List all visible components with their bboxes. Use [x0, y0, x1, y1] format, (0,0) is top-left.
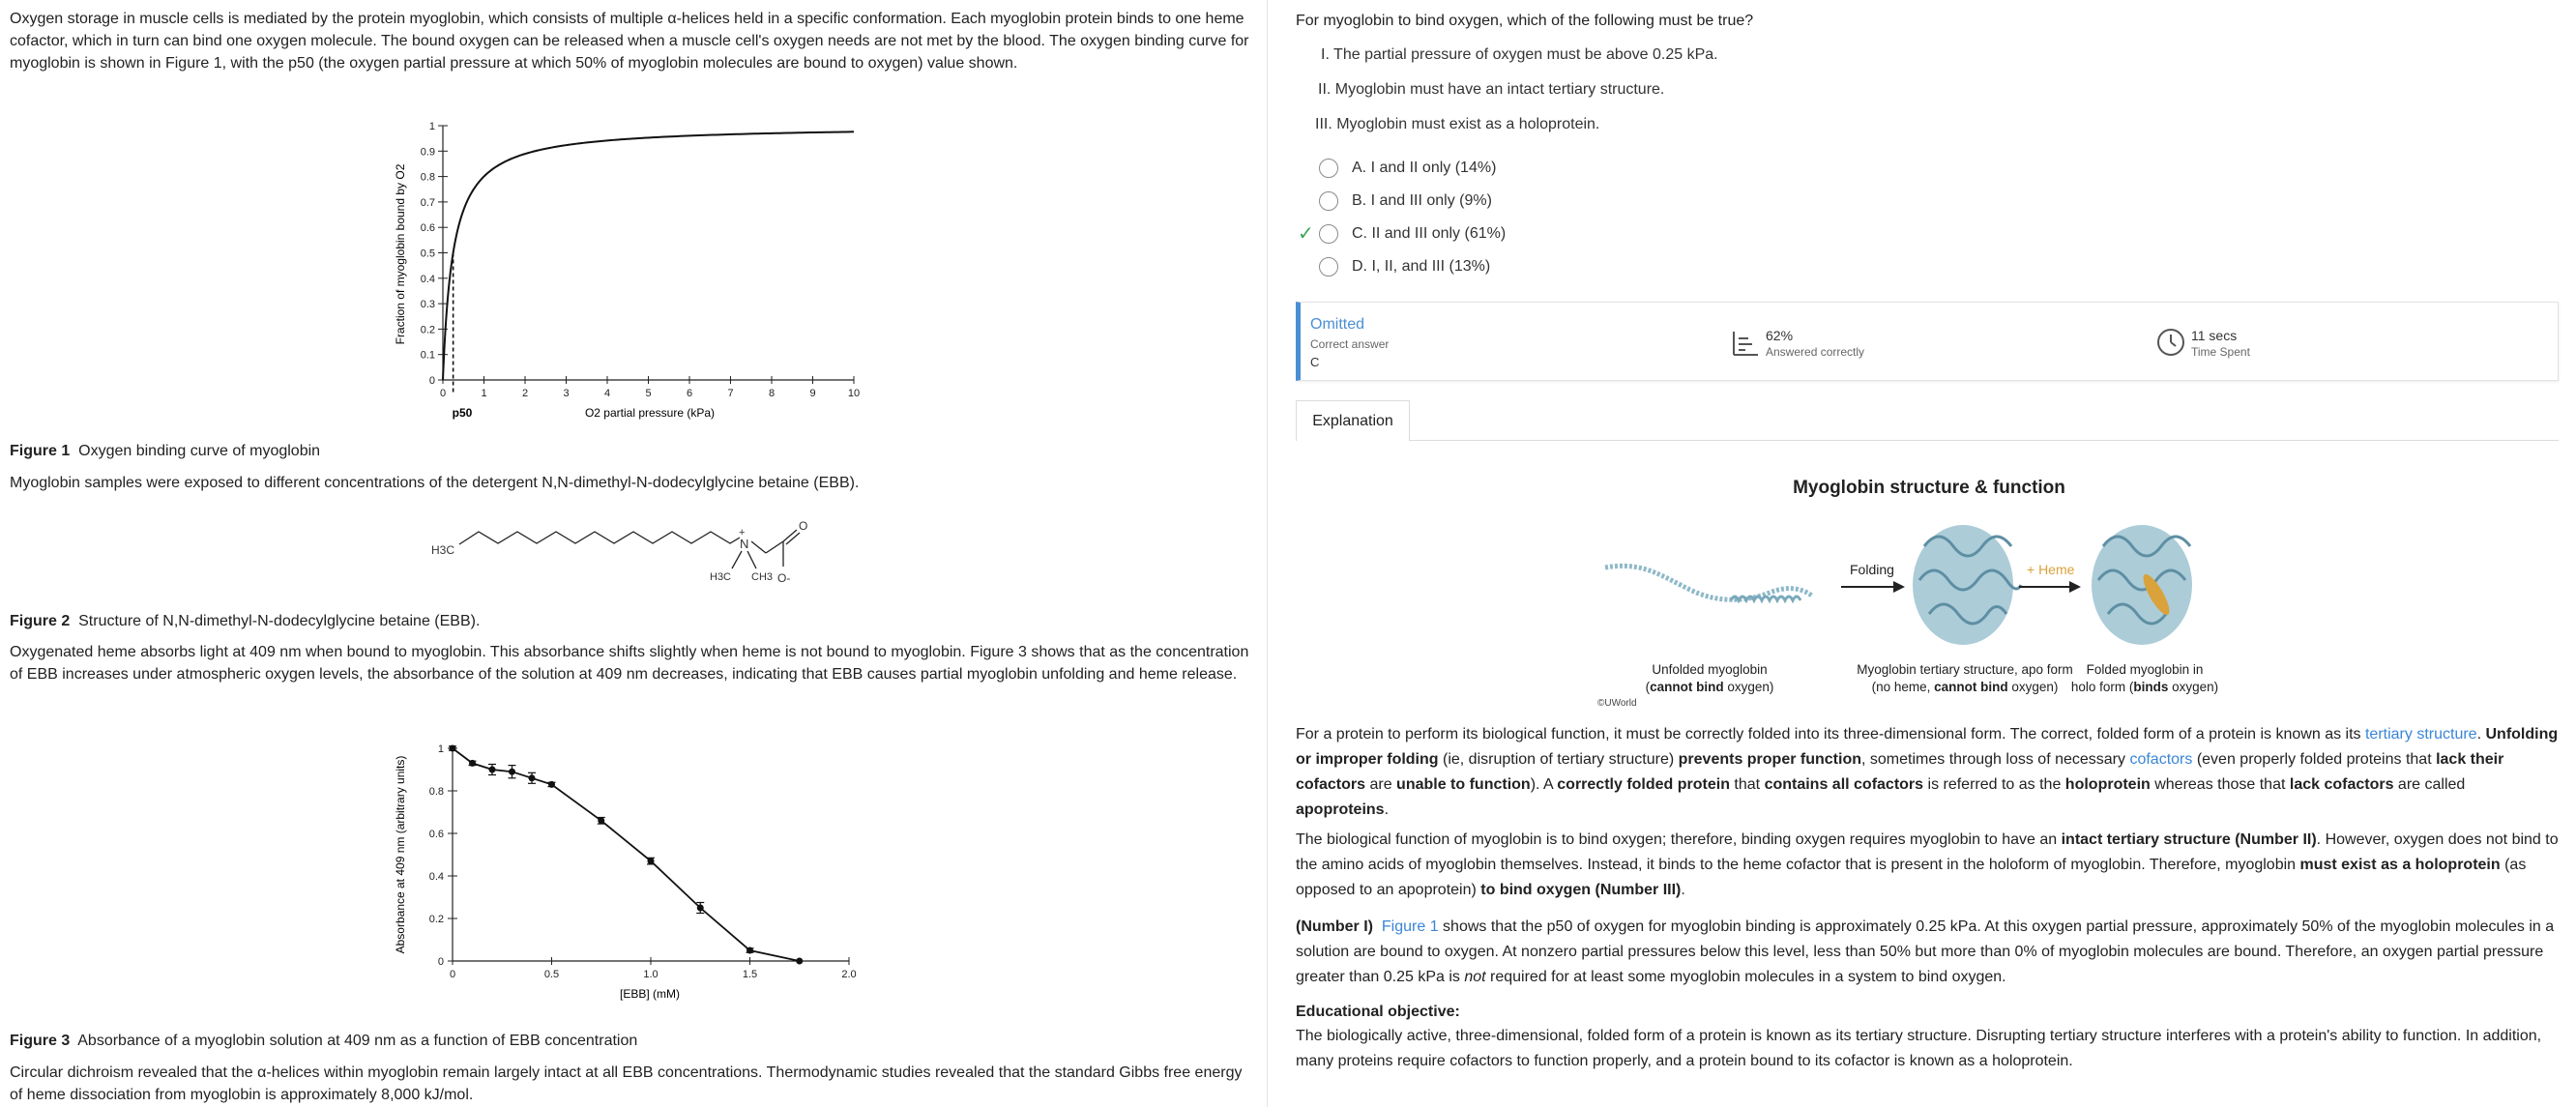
choice-d-radio[interactable]: [1319, 257, 1338, 277]
figure-3-point: [796, 958, 803, 965]
correct-check-icon: ✓: [1298, 223, 1314, 245]
choice-b-radio[interactable]: [1319, 191, 1338, 211]
figure-3-xlabel: [EBB] (mM): [620, 987, 680, 1001]
choice-d[interactable]: [1319, 257, 1490, 277]
explanation-paragraph-2: The biological function of myoglobin is to bind oxygen; therefore, binding oxygen requires myoglobin to have an intact tertiary structure (Number II). However, oxygen does not bind to the amino acids of myoglobin themselves. Instead, it binds to the heme cofactor that is present in the holoform of myoglobin. Therefore, myoglobin must exist as a holoprotein (as opposed to an apoprotein) to bind oxygen (Number III).: [1296, 831, 2559, 898]
link-cofactors[interactable]: cofactors: [2129, 751, 2193, 768]
unfolded-chain: [1605, 566, 1813, 599]
figure-1-xtick-label: 0: [439, 388, 447, 399]
figure-1-xtick-label: 1: [481, 388, 487, 399]
figure-1-ytick-label: 0.9: [420, 146, 435, 159]
choice-a-label: A. I and II only (14%): [1352, 160, 1497, 176]
figure-1-xtick-label: 4: [603, 388, 611, 399]
figure-1-ytick-label: 0.7: [420, 196, 435, 209]
figure-1-ytick-label: 0.1: [420, 349, 435, 362]
tab-underline: [1410, 440, 2559, 441]
figure-2-caption: Figure 2 Structure of N,N-dimethyl-N-dodecylglycine betaine (EBB).: [10, 613, 481, 629]
figure-1-xlabel: O2 partial pressure (kPa): [584, 406, 716, 420]
folding-arrowhead: [1893, 581, 1905, 593]
caption-unfolded-line2: (cannot bind oxygen): [1645, 680, 1774, 694]
figure-1-xtick-label: 2: [521, 388, 529, 399]
panel-divider: [1267, 0, 1268, 1107]
ebb-alkyl-chain: [459, 532, 740, 544]
caption-apo-line1: Myoglobin tertiary structure, apo form: [1857, 662, 2073, 677]
figure-3-caption: Figure 3 Absorbance of a myoglobin solution at 409 nm as a function of EBB concentration: [10, 1033, 638, 1049]
figure-1-ytick-label: 1: [428, 121, 435, 132]
figure-3-point: [746, 947, 753, 954]
explanation-paragraph-1: For a protein to perform its biological function, it must be correctly folded into its three-dimensional form. The correct, folded form of a protein is known as its tertiary structure. Unfolding or improper folding (ie, disruption of tertiary structure) prevents proper function, sometimes through loss of necessary cofactors (even properly folded proteins that lack their cofactors are unable to function). A correctly folded protein that contains all cofactors is referred to as the holoprotein whereas those that lack cofactors are called apoproteins.: [1296, 726, 2559, 818]
ebb-bond-co-double: [786, 533, 800, 544]
ebb-o-top: O: [799, 519, 808, 533]
figure-3-ytick-label: 0.8: [428, 786, 444, 798]
passage-paragraph-1: Oxygen storage in muscle cells is mediated by the protein myoglobin, which consists of multiple α-helices held in a specific conformation. Each myoglobin protein binds to one heme cofactor, which in turn can bind one oxygen molecule. The bound oxygen can be released when a muscle cell's oxygen needs are not met by the blood. The oxygen binding curve for myoglobin is shown in Figure 1, with the p50 (the oxygen partial pressure at which 50% of myoglobin molecules are bound to oxygen) value shown.: [10, 11, 1249, 72]
figure-3-point: [648, 858, 655, 864]
copyright-label: ©UWorld: [1597, 698, 1637, 709]
figure-3-point: [489, 767, 496, 773]
figure-3-xtick-label: 1.0: [643, 969, 659, 980]
ebb-methyl-left: H3C: [710, 571, 732, 583]
time-spent-label: Time Spent: [2191, 345, 2250, 359]
figure-3-ytick-label: 0.4: [428, 871, 444, 883]
figure-3-ytick-label: 0.2: [428, 914, 444, 925]
choice-a-radio[interactable]: [1319, 159, 1338, 178]
heme-label: + Heme: [2027, 562, 2075, 577]
figure-3-point: [529, 774, 536, 781]
choice-a[interactable]: [1319, 159, 1496, 178]
folding-label: Folding: [1850, 562, 1894, 577]
passage-panel: [0, 0, 1267, 1107]
figure-1-xtick-label: 9: [809, 388, 816, 399]
question-panel: [1296, 0, 2562, 1107]
figure-3-line: [453, 748, 800, 961]
time-spent: 11 secs: [2191, 328, 2238, 343]
clock-icon: [2156, 328, 2185, 357]
figure-1-caption: Figure 1 Oxygen binding curve of myoglobin: [10, 443, 321, 459]
figure-1-ytick-label: 0.8: [420, 171, 435, 184]
link-figure-1[interactable]: Figure 1: [1381, 918, 1439, 935]
figure-3-point: [469, 760, 476, 767]
caption-apo-line2: (no heme, cannot bind oxygen): [1871, 680, 2059, 694]
educational-objective-heading: Educational objective:: [1296, 1004, 1460, 1020]
figure-3-point: [509, 769, 515, 775]
statement-3: III. Myoglobin must exist as a holoprotein.: [1315, 116, 1600, 132]
ebb-plus-label: +: [739, 527, 746, 539]
educational-objective-text: The biologically active, three-dimensional, folded form of a protein is known as its tertiary structure. Disrupting tertiary structure interferes with a protein's ability to function. In addition, many proteins require cofactors to function properly, and a protein bound to its cofactor is known as a holoprotein.: [1296, 1028, 2542, 1069]
tab-explanation[interactable]: Explanation: [1296, 400, 1410, 441]
figure-1-xtick-label: 3: [563, 388, 570, 399]
figure-3-ytick-label: 0: [437, 956, 444, 968]
explanation-paragraph-3: (Number I) Figure 1 shows that the p50 of oxygen for myoglobin binding is approximately 0.25 kPa. At this oxygen partial pressure, approximately 50% of the myoglobin molecules in a solution are bound to oxygen. At nonzero partial pressures below this level, less than 50% but more than 0% of myoglobin molecules are bound. Therefore, an oxygen partial pressure greater than 0.25 kPa is not required for at least some myoglobin molecules in a system to bind oxygen.: [1296, 918, 2555, 985]
answer-status-bar: [1296, 302, 2559, 381]
figure-3-point: [697, 905, 704, 912]
heme-arrowhead: [2069, 581, 2081, 593]
illustration-title: Myoglobin structure & function: [1793, 478, 2065, 498]
choice-d-label: D. I, II, and III (13%): [1352, 258, 1491, 275]
myoglobin-illustration: [1586, 508, 2301, 715]
figure-3-xtick-label: 2.0: [841, 969, 857, 980]
choice-b-label: B. I and III only (9%): [1352, 192, 1492, 209]
figure-1-ytick-label: 0.4: [420, 273, 435, 285]
ebb-bond-n-ch2: [751, 541, 766, 553]
statement-2: II. Myoglobin must have an intact tertiary structure.: [1318, 81, 1665, 98]
figure-1-ytick-label: 0.2: [420, 324, 435, 336]
figure-1-ytick-label: 0.3: [420, 299, 435, 311]
choice-b[interactable]: [1319, 191, 1492, 211]
figure-3-point: [548, 781, 555, 788]
ebb-bond-n-me1: [732, 551, 742, 568]
figure-1-xtick-label: 7: [727, 388, 734, 399]
correct-answer-label: Correct answer: [1310, 337, 1390, 351]
figure-1-ylabel: Fraction of myoglobin bound by O2: [394, 163, 407, 345]
figure-3-point: [598, 817, 604, 824]
ebb-h3c-label: H3C: [431, 543, 455, 557]
figure-1-binding-curve: [443, 131, 854, 380]
percent-correct-label: Answered correctly: [1766, 345, 1865, 359]
apo-protein: [1913, 525, 2021, 645]
statement-1: I. The partial pressure of oxygen must be above 0.25 kPa.: [1321, 46, 1718, 63]
caption-holo-line1: Folded myoglobin in: [2086, 662, 2204, 677]
ebb-bond-co: [783, 530, 797, 541]
figure-3-ytick-label: 1: [437, 743, 444, 755]
choice-c-label: C. II and III only (61%): [1352, 225, 1507, 242]
ebb-bond-n-me2: [747, 551, 756, 568]
caption-holo-line2: holo form (binds oxygen): [2070, 680, 2219, 694]
ebb-n-label: N: [740, 537, 749, 551]
figure-3-ylabel: Absorbance at 409 nm (arbitrary units): [394, 755, 407, 954]
passage-paragraph-2: Myoglobin samples were exposed to different concentrations of the detergent N,N-dimethyl-N-dodecylglycine betaine (EBB).: [10, 475, 860, 491]
figure-1-ytick-label: 0: [428, 375, 435, 387]
figure-3-xtick-label: 0.5: [543, 969, 560, 980]
ebb-bond-ch2-c: [766, 541, 783, 553]
passage-paragraph-3: Oxygenated heme absorbs light at 409 nm when bound to myoglobin. This absorbance shifts slightly when heme is not bound to myoglobin. Figure 3 shows that as the concentration of EBB increases under atmospheric oxygen levels, the absorbance of the solution at 409 nm decreases, indicating that EBB causes partial myoglobin unfolding and heme release.: [10, 644, 1249, 683]
figure-3-xtick-label: 0: [449, 969, 456, 980]
figure-3-ytick-label: 0.6: [428, 829, 444, 840]
correct-answer-value: C: [1310, 355, 1320, 369]
figure-1-p50-label: p50: [452, 406, 473, 420]
figure-3-chart: [387, 729, 890, 1009]
bar-chart-icon: [1731, 330, 1760, 357]
caption-unfolded-line1: Unfolded myoglobin: [1652, 662, 1768, 677]
holo-protein: [2092, 525, 2192, 645]
ebb-methyl-right: CH3: [751, 571, 774, 583]
figure-2-structure: [425, 512, 832, 590]
figure-1-xtick-label: 8: [768, 388, 776, 399]
figure-1-ytick-label: 0.6: [420, 222, 435, 235]
figure-1-ytick-label: 0.5: [420, 248, 435, 260]
ebb-o-minus: O-: [777, 571, 791, 585]
figure-1-xtick-label: 6: [686, 388, 693, 399]
link-tertiary-structure[interactable]: tertiary structure: [2364, 726, 2477, 743]
question-stem: For myoglobin to bind oxygen, which of the following must be true?: [1296, 13, 1754, 29]
figure-3-xtick-label: 1.5: [742, 969, 758, 980]
percent-correct: 62%: [1766, 328, 1794, 343]
figure-1-chart: [387, 114, 890, 428]
passage-paragraph-4: Circular dichroism revealed that the α-helices within myoglobin remain largely intact at all EBB concentrations. Thermodynamic studies revealed that the standard Gibbs free energy of heme dissociation from myoglobin is approximately 8,000 kJ/mol.: [10, 1064, 1243, 1103]
choice-c[interactable]: [1319, 224, 1506, 244]
omitted-status: Omitted: [1310, 316, 1365, 333]
figure-1-xtick-label: 5: [645, 388, 652, 399]
figure-1-xtick-label: 10: [847, 388, 861, 399]
choice-c-radio[interactable]: [1319, 224, 1338, 244]
figure-3-point: [450, 745, 456, 752]
